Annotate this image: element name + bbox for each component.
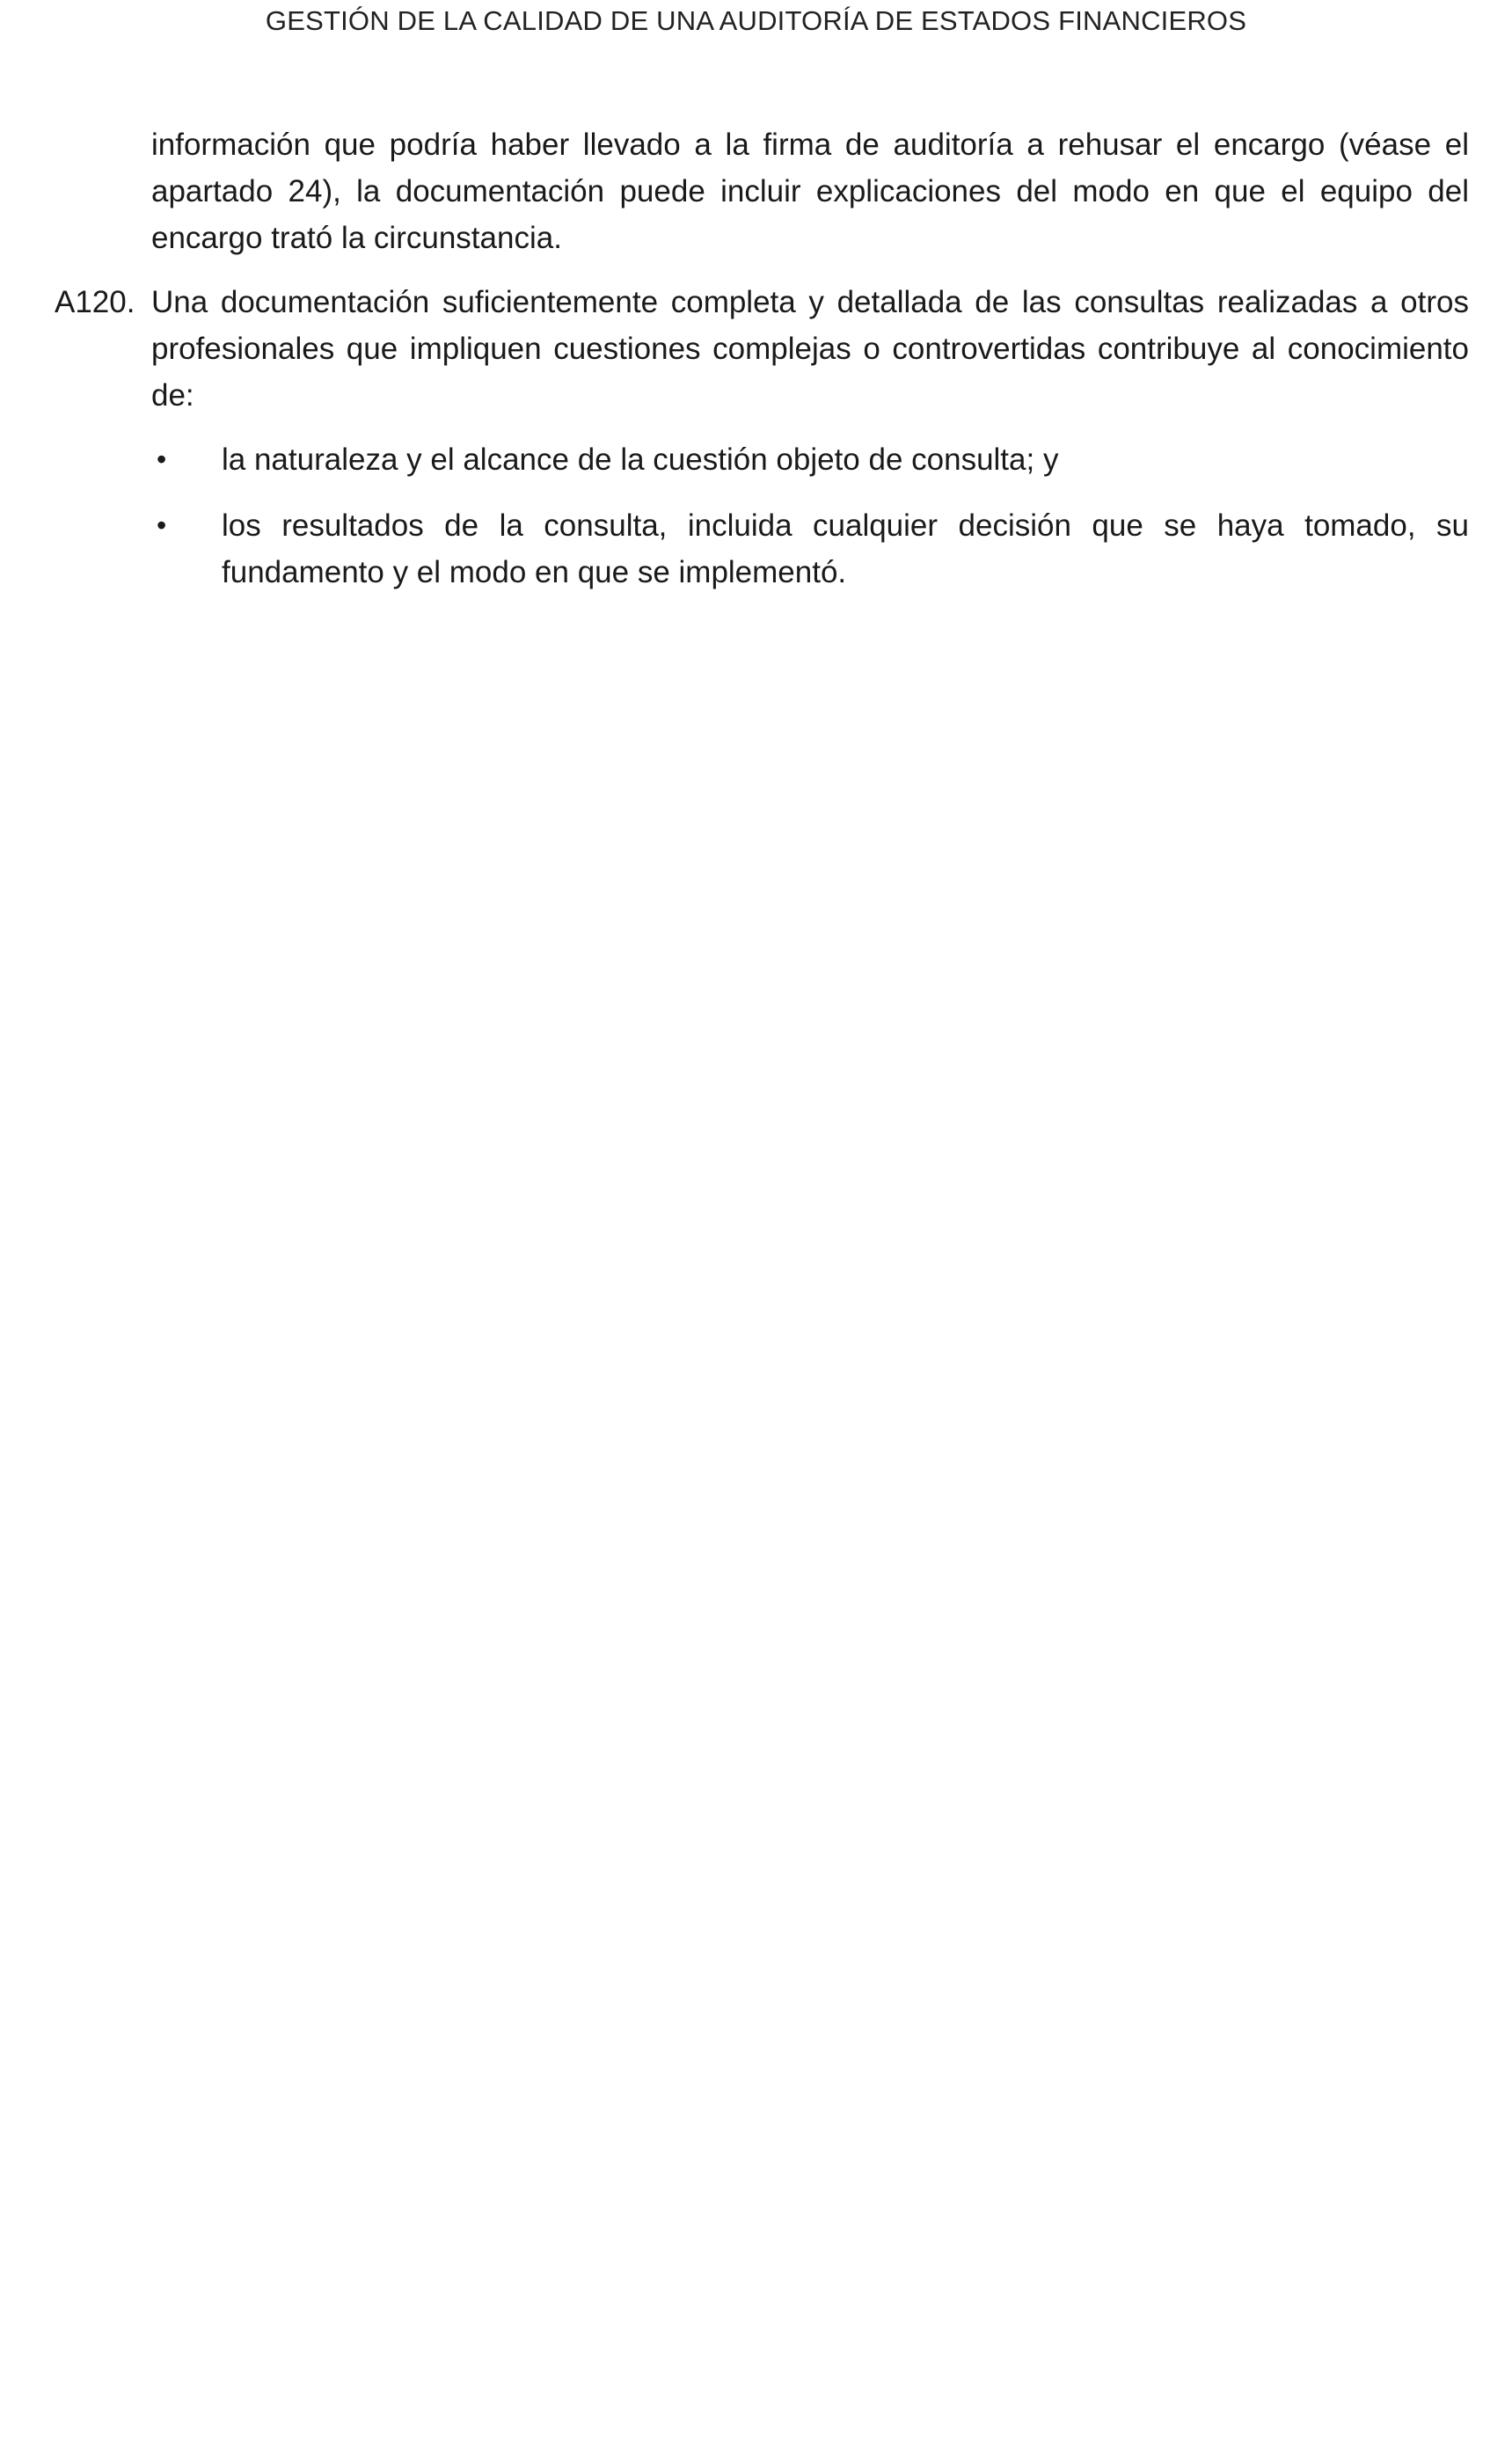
list-item-text: la naturaleza y el alcance de la cuestión objeto de consulta; y <box>222 442 1059 477</box>
bullet-icon: • <box>157 443 167 475</box>
paragraph-number: A120. <box>55 285 135 319</box>
page-header: GESTIÓN DE LA CALIDAD DE UNA AUDITORÍA DE ESTADOS FINANCIEROS <box>265 5 1247 36</box>
list-item-text: los resultados de la consulta, incluida cualquier decisión que se haya tomado, su fundamento y el modo en que se implementó. <box>222 508 1469 589</box>
list-item <box>151 436 1469 483</box>
document-body <box>55 121 1469 615</box>
paragraph-continuation <box>55 121 1469 261</box>
bullet-list <box>151 436 1469 596</box>
paragraph-text: información que podría haber llevado a la firma de auditoría a rehusar el encargo (véase el apartado 24), la documentación puede incluir explicaciones del modo en que el equipo del encargo trató la circunstancia. <box>151 128 1469 255</box>
paragraph-a120 <box>55 279 1469 419</box>
paragraph-number <box>55 121 151 261</box>
bullet-icon: • <box>157 509 167 541</box>
list-item <box>151 502 1469 596</box>
paragraph-text: Una documentación suficientemente completa y detallada de las consultas realizadas a otros profesionales que impliquen cuestiones complejas o controvertidas contribuye al conocimiento de: <box>151 285 1469 413</box>
